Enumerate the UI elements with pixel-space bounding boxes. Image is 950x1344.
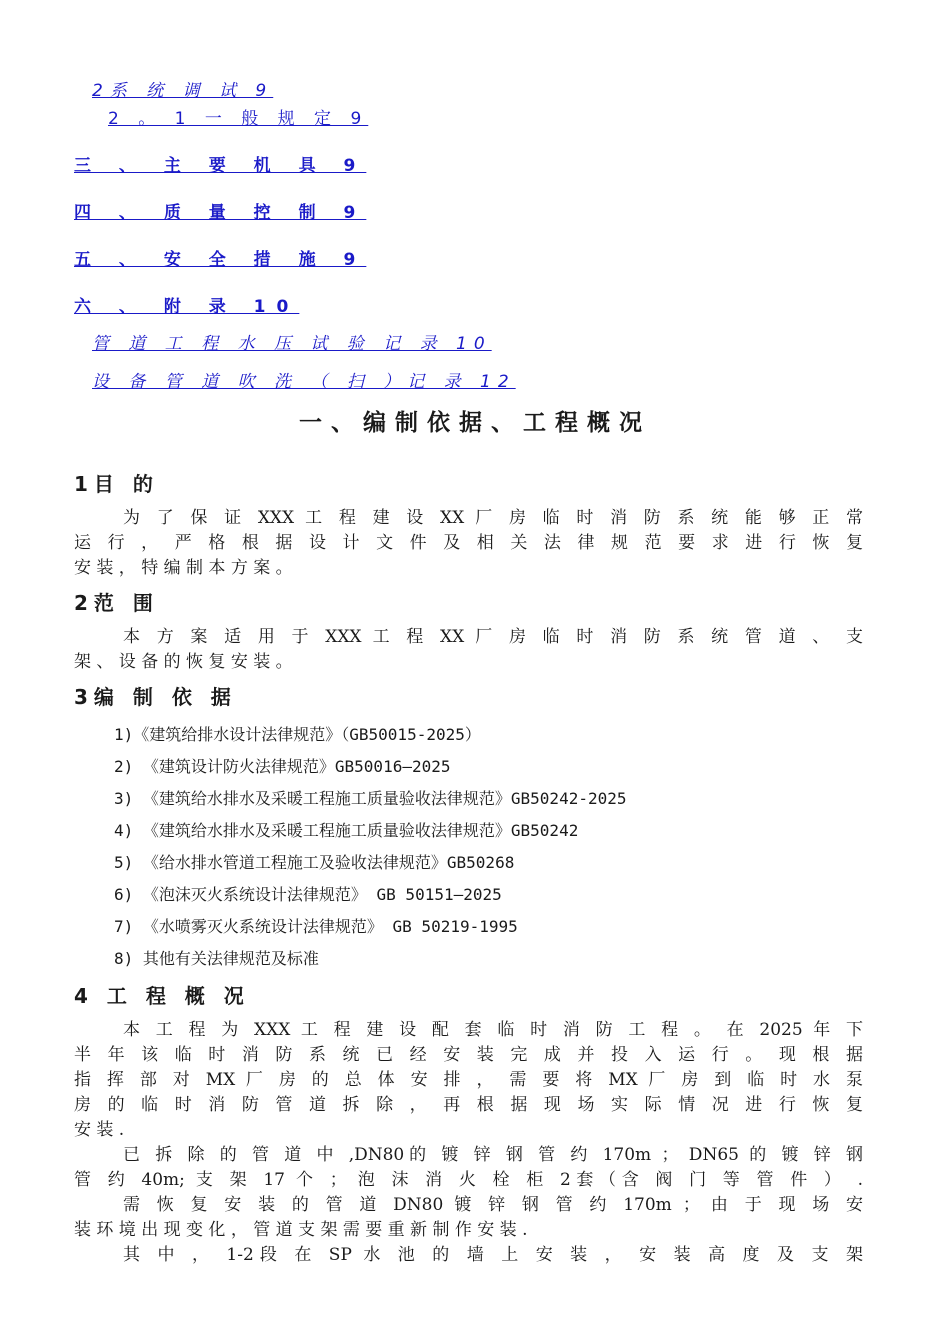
paragraph-line: 其 中 ， 1-2段 在 SP 水 池 的 墙 上 安 装 ， 安 装 高 度 及 支 架 xyxy=(123,1245,863,1265)
reference-item: 7) 《水喷雾灭火系统设计法律规范》 GB 50219-1995 xyxy=(114,917,518,936)
paragraph-line: 半 年 该 临 时 消 防 系 统 已 经 安 装 完 成 并 投 入 运 行 。 现 根 据 xyxy=(74,1045,863,1065)
paragraph-line: 需 恢 复 安 装 的 管 道 DN80 镀 锌 钢 管 约 170m ； 由 于 现 场 安 xyxy=(123,1195,863,1215)
paragraph-line: 架 、 设 备 的 恢 复 安 装 。 xyxy=(74,652,293,672)
toc-link-main-equipment[interactable]: 三 、 主 要 机 具 9 xyxy=(74,156,367,176)
toc-link-flushing-record[interactable]: 设 备 管 道 吹 洗 （ 扫 ）记 录 12 xyxy=(92,372,516,392)
reference-item: 2) 《建筑设计防火法律规范》GB50016—2025 xyxy=(114,757,451,776)
reference-item: 8) 其他有关法律规范及标准 xyxy=(114,949,319,968)
paragraph-line: 房 的 临 时 消 防 管 道 拆 除 ， 再 根 据 现 场 实 际 情 况 进 行 恢 复 xyxy=(74,1095,863,1115)
section-heading-scope: 2范 围 xyxy=(74,591,159,615)
section-heading-overview: 4 工 程 概 况 xyxy=(74,984,250,1008)
toc-link-quality-control[interactable]: 四 、 质 量 控 制 9 xyxy=(74,203,367,223)
paragraph-line: 运 行 ， 严 格 根 据 设 计 文 件 及 相 关 法 律 规 范 要 求 进 行 恢 复 xyxy=(74,533,863,553)
reference-item: 1)《建筑给排水设计法律规范》（GB50015-2025） xyxy=(114,725,481,744)
reference-item: 3) 《建筑给水排水及采暖工程施工质量验收法律规范》GB50242-2025 xyxy=(114,789,627,808)
toc-link-appendix[interactable]: 六 、 附 录 10 xyxy=(74,297,300,317)
section-heading-purpose: 1目 的 xyxy=(74,472,159,496)
paragraph-line: 管 约 40m; 支 架 17 个 ； 泡 沫 消 火 栓 柜 2套（含 阀 门 等 管 件 ） . xyxy=(74,1170,863,1190)
paragraph-line: 为 了 保 证 XXX 工 程 建 设 XX 厂 房 临 时 消 防 系 统 能 够 正 常 xyxy=(123,508,863,528)
paragraph-line: 安 装 ， 特 编 制 本 方 案 。 xyxy=(74,558,293,578)
chapter-title: 一、编制依据、工程概况 xyxy=(299,410,651,436)
paragraph-line: 已 拆 除 的 管 道 中 ,DN80的 镀 锌 钢 管 约 170m ； DN65 的 镀 锌 钢 xyxy=(123,1145,863,1165)
reference-item: 5) 《给水排水管道工程施工及验收法律规范》GB50268 xyxy=(114,853,515,872)
paragraph-line: 装 环 境 出 现 变 化 ， 管 道 支 架 需 要 重 新 制 作 安 装 . xyxy=(74,1220,528,1240)
paragraph-line: 本 方 案 适 用 于 XXX 工 程 XX 厂 房 临 时 消 防 系 统 管 道 、 支 xyxy=(123,627,863,647)
toc-link-system-debugging[interactable]: 2系 统 调 试 9 xyxy=(92,81,274,101)
paragraph-line: 指 挥 部 对 MX 厂 房 的 总 体 安 排 ， 需 要 将 MX 厂 房 到 临 时 水 泵 xyxy=(74,1070,863,1090)
section-heading-basis: 3编 制 依 据 xyxy=(74,685,237,709)
reference-item: 6) 《泡沫灭火系统设计法律规范》 GB 50151—2025 xyxy=(114,885,502,904)
paragraph-line: 安 装 . xyxy=(74,1120,125,1140)
paragraph-line: 本 工 程 为 XXX 工 程 建 设 配 套 临 时 消 防 工 程 。 在 2025 年 下 xyxy=(123,1020,863,1040)
toc-link-hydrostatic-test-record[interactable]: 管 道 工 程 水 压 试 验 记 录 10 xyxy=(92,334,492,354)
reference-item: 4) 《建筑给水排水及采暖工程施工质量验收法律规范》GB50242 xyxy=(114,821,579,840)
toc-link-general-rules[interactable]: 2 。 1 一 般 规 定 9 xyxy=(108,109,369,129)
toc-link-safety-measures[interactable]: 五 、 安 全 措 施 9 xyxy=(74,250,367,270)
